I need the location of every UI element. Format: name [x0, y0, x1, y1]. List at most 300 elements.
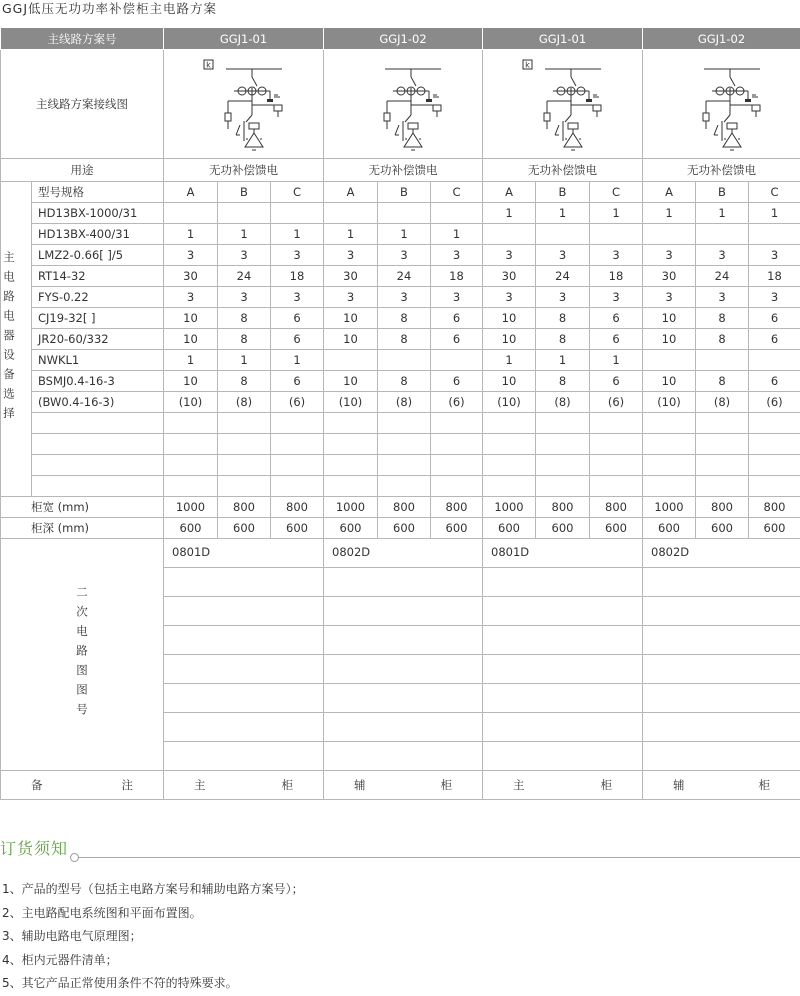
scheme-no-cell: GGJ1-01 — [164, 28, 324, 50]
equipment-qty-cell: (6) — [749, 392, 800, 413]
cabinet-depth-cell: 600 — [590, 518, 643, 539]
equipment-qty-cell: (8) — [696, 392, 749, 413]
equipment-qty-cell — [696, 476, 749, 497]
secondary-cell — [483, 655, 643, 684]
equipment-row — [1, 413, 800, 434]
equipment-section-text: 主电路电器设备选择 — [1, 251, 17, 427]
remark-cell-right: 柜 — [759, 777, 771, 793]
equipment-row — [1, 308, 800, 329]
equipment-qty-cell — [271, 455, 324, 476]
equipment-row — [1, 434, 800, 455]
equipment-qty-cell — [483, 224, 536, 245]
equipment-qty-cell: 8 — [696, 329, 749, 350]
diagram-row — [1, 50, 800, 159]
equipment-qty-cell — [378, 434, 431, 455]
usage-row — [1, 159, 800, 182]
cabinet-width-label: 柜宽 (mm) — [1, 497, 164, 518]
cabinet-width-cell: 800 — [378, 497, 431, 518]
equipment-qty-cell — [218, 413, 271, 434]
scheme-no-cell: GGJ1-01 — [483, 28, 643, 50]
equipment-qty-cell: 8 — [218, 371, 271, 392]
remark-cell-left: 辅 — [354, 777, 366, 793]
equipment-qty-cell: 3 — [643, 287, 696, 308]
equipment-qty-cell: 3 — [590, 245, 643, 266]
equipment-qty-cell — [324, 413, 378, 434]
secondary-cell: 0801D — [164, 539, 324, 568]
equipment-qty-cell: 24 — [378, 266, 431, 287]
remark-cell — [164, 771, 324, 800]
secondary-cell — [483, 597, 643, 626]
equipment-qty-cell: (8) — [378, 392, 431, 413]
secondary-cell — [483, 626, 643, 655]
equipment-row — [1, 287, 800, 308]
secondary-row — [1, 539, 800, 568]
remark-cell — [643, 771, 800, 800]
equipment-qty-cell: 1 — [218, 224, 271, 245]
equipment-qty-cell: 1 — [536, 350, 590, 371]
equipment-qty-cell: 8 — [696, 308, 749, 329]
equipment-qty-cell — [643, 413, 696, 434]
equipment-name: (BW0.4-16-3) — [32, 392, 164, 413]
secondary-cell: 0802D — [643, 539, 800, 568]
spec-header-cell: B — [696, 182, 749, 203]
equipment-qty-cell: 6 — [271, 308, 324, 329]
equipment-qty-cell — [483, 455, 536, 476]
equipment-qty-cell: 10 — [483, 371, 536, 392]
equipment-qty-cell — [324, 455, 378, 476]
equipment-row — [1, 224, 800, 245]
scheme-no-label: 主线路方案号 — [1, 28, 164, 50]
equipment-qty-cell: 30 — [324, 266, 378, 287]
equipment-qty-cell: 10 — [324, 329, 378, 350]
equipment-qty-cell — [749, 350, 800, 371]
equipment-qty-cell: 1 — [643, 203, 696, 224]
order-notes-list — [2, 878, 304, 996]
secondary-cell — [643, 684, 800, 713]
order-note-item: 1、产品的型号（包括主电路方案号和辅助电路方案号）； — [2, 878, 304, 902]
equipment-qty-cell — [271, 476, 324, 497]
equipment-qty-cell: 1 — [749, 203, 800, 224]
equipment-section-label — [1, 182, 32, 497]
equipment-qty-cell: (10) — [643, 392, 696, 413]
secondary-cell — [164, 597, 324, 626]
equipment-qty-cell: 3 — [590, 287, 643, 308]
remark-cell-right: 柜 — [441, 777, 453, 793]
equipment-qty-cell: 3 — [643, 245, 696, 266]
secondary-cell: 0802D — [324, 539, 483, 568]
equipment-qty-cell: 18 — [431, 266, 483, 287]
equipment-qty-cell: 6 — [271, 329, 324, 350]
equipment-qty-cell: (8) — [536, 392, 590, 413]
cabinet-depth-cell: 600 — [696, 518, 749, 539]
equipment-qty-cell: 8 — [536, 371, 590, 392]
svg-text:k: k — [206, 61, 211, 70]
equipment-qty-cell — [164, 203, 218, 224]
usage-cell: 无功补偿馈电 — [164, 159, 324, 182]
equipment-qty-cell — [483, 476, 536, 497]
cabinet-width-cell: 1000 — [483, 497, 536, 518]
equipment-qty-cell — [536, 434, 590, 455]
equipment-name — [32, 476, 164, 497]
equipment-qty-cell: 10 — [324, 371, 378, 392]
equipment-qty-cell: 6 — [749, 308, 800, 329]
spec-header-cell: A — [483, 182, 536, 203]
equipment-row — [1, 203, 800, 224]
equipment-qty-cell: 6 — [431, 308, 483, 329]
remark-label-right: 注 — [122, 777, 134, 793]
equipment-qty-cell — [164, 413, 218, 434]
equipment-qty-cell — [324, 350, 378, 371]
equipment-qty-cell: 10 — [164, 308, 218, 329]
equipment-qty-cell — [218, 476, 271, 497]
equipment-qty-cell: 1 — [324, 224, 378, 245]
equipment-qty-cell: 3 — [483, 287, 536, 308]
equipment-qty-cell — [378, 476, 431, 497]
equipment-name — [32, 455, 164, 476]
secondary-cell — [483, 684, 643, 713]
equipment-qty-cell — [218, 455, 271, 476]
equipment-qty-cell — [271, 413, 324, 434]
equipment-qty-cell: 6 — [431, 371, 483, 392]
equipment-qty-cell — [643, 476, 696, 497]
equipment-qty-cell: 10 — [324, 308, 378, 329]
equipment-qty-cell: 30 — [643, 266, 696, 287]
equipment-qty-cell: 3 — [536, 245, 590, 266]
equipment-qty-cell: 30 — [164, 266, 218, 287]
secondary-cell — [324, 684, 483, 713]
equipment-qty-cell: 8 — [696, 371, 749, 392]
equipment-qty-cell — [378, 413, 431, 434]
order-note-item: 2、主电路配电系统图和平面布置图。 — [2, 902, 304, 926]
equipment-qty-cell: 18 — [590, 266, 643, 287]
secondary-label-text: 二次电路图图号 — [74, 586, 90, 723]
equipment-qty-cell: 3 — [164, 245, 218, 266]
order-notes-header — [0, 836, 800, 862]
cabinet-depth-cell: 600 — [218, 518, 271, 539]
cabinet-width-row — [1, 497, 800, 518]
equipment-qty-cell — [431, 203, 483, 224]
equipment-qty-cell: 6 — [749, 371, 800, 392]
equipment-qty-cell — [536, 224, 590, 245]
equipment-qty-cell: 8 — [378, 308, 431, 329]
secondary-cell — [164, 713, 324, 742]
equipment-qty-cell: 10 — [483, 329, 536, 350]
equipment-qty-cell: 1 — [483, 350, 536, 371]
equipment-qty-cell: 1 — [590, 350, 643, 371]
equipment-row — [1, 266, 800, 287]
equipment-qty-cell — [378, 203, 431, 224]
equipment-qty-cell: 6 — [590, 371, 643, 392]
equipment-qty-cell: 3 — [324, 245, 378, 266]
equipment-qty-cell: 8 — [536, 308, 590, 329]
equipment-qty-cell: 8 — [218, 329, 271, 350]
cabinet-depth-cell: 600 — [431, 518, 483, 539]
secondary-cell — [643, 597, 800, 626]
spec-header-cell: C — [749, 182, 800, 203]
secondary-cell — [324, 626, 483, 655]
spec-header-cell: A — [324, 182, 378, 203]
equipment-qty-cell: 1 — [164, 350, 218, 371]
equipment-qty-cell — [378, 455, 431, 476]
cabinet-width-cell: 800 — [431, 497, 483, 518]
equipment-qty-cell — [749, 476, 800, 497]
equipment-qty-cell: 6 — [271, 371, 324, 392]
equipment-qty-cell — [324, 434, 378, 455]
equipment-qty-cell — [749, 224, 800, 245]
wiring-schematic-icon — [194, 55, 294, 153]
secondary-cell — [643, 742, 800, 771]
secondary-cell — [643, 713, 800, 742]
equipment-qty-cell — [749, 455, 800, 476]
cabinet-depth-cell: 600 — [164, 518, 218, 539]
cabinet-depth-row — [1, 518, 800, 539]
order-note-item: 5、其它产品正常使用条件不符的特殊要求。 — [2, 972, 304, 996]
equipment-row — [1, 476, 800, 497]
equipment-qty-cell: 10 — [164, 371, 218, 392]
secondary-cell — [643, 655, 800, 684]
divider-dot — [70, 853, 79, 862]
equipment-qty-cell: 1 — [164, 224, 218, 245]
equipment-qty-cell: (6) — [590, 392, 643, 413]
equipment-row — [1, 350, 800, 371]
equipment-qty-cell: 1 — [483, 203, 536, 224]
equipment-qty-cell: 3 — [536, 287, 590, 308]
equipment-name: BSMJ0.4-16-3 — [32, 371, 164, 392]
equipment-qty-cell — [324, 203, 378, 224]
equipment-qty-cell: 6 — [590, 308, 643, 329]
equipment-qty-cell — [378, 350, 431, 371]
equipment-qty-cell: 10 — [483, 308, 536, 329]
equipment-qty-cell: 3 — [696, 245, 749, 266]
equipment-qty-cell — [218, 434, 271, 455]
cabinet-width-cell: 800 — [696, 497, 749, 518]
secondary-cell — [324, 568, 483, 597]
equipment-qty-cell — [590, 224, 643, 245]
equipment-qty-cell — [431, 350, 483, 371]
equipment-qty-cell: (8) — [218, 392, 271, 413]
equipment-qty-cell: 3 — [483, 245, 536, 266]
secondary-cell — [483, 713, 643, 742]
equipment-name: NWKL1 — [32, 350, 164, 371]
equipment-qty-cell: 1 — [271, 224, 324, 245]
spec-header-cell: A — [643, 182, 696, 203]
cabinet-width-cell: 800 — [218, 497, 271, 518]
diagram-cell — [483, 50, 643, 159]
equipment-qty-cell — [590, 455, 643, 476]
remark-cell-left: 主 — [513, 777, 525, 793]
remark-cell — [483, 771, 643, 800]
cabinet-depth-cell: 600 — [324, 518, 378, 539]
cabinet-width-cell: 800 — [271, 497, 324, 518]
wiring-schematic-icon — [513, 55, 613, 153]
equipment-qty-cell: 10 — [643, 308, 696, 329]
equipment-qty-cell: 8 — [378, 371, 431, 392]
equipment-name — [32, 434, 164, 455]
usage-cell: 无功补偿馈电 — [324, 159, 483, 182]
equipment-qty-cell: 1 — [378, 224, 431, 245]
equipment-qty-cell: 1 — [536, 203, 590, 224]
equipment-qty-cell — [696, 224, 749, 245]
equipment-qty-cell: 6 — [590, 329, 643, 350]
equipment-qty-cell — [271, 203, 324, 224]
equipment-qty-cell — [643, 434, 696, 455]
spec-header-cell: B — [536, 182, 590, 203]
diagram-cell — [164, 50, 324, 159]
remark-cell-right: 柜 — [601, 777, 613, 793]
equipment-qty-cell: (10) — [483, 392, 536, 413]
scheme-no-cell: GGJ1-02 — [643, 28, 800, 50]
spec-header-cell: C — [431, 182, 483, 203]
secondary-cell — [324, 597, 483, 626]
equipment-qty-cell: 10 — [643, 329, 696, 350]
equipment-qty-cell — [536, 413, 590, 434]
remark-row — [1, 771, 800, 800]
equipment-qty-cell: 3 — [431, 287, 483, 308]
spec-header-label: 型号规格 — [32, 182, 164, 203]
equipment-qty-cell: 30 — [483, 266, 536, 287]
equipment-qty-cell — [536, 476, 590, 497]
diagram-label: 主线路方案接线图 — [1, 50, 164, 159]
scheme-table — [0, 27, 800, 800]
equipment-qty-cell — [696, 434, 749, 455]
equipment-qty-cell — [696, 413, 749, 434]
equipment-qty-cell: 10 — [643, 371, 696, 392]
equipment-qty-cell: 24 — [696, 266, 749, 287]
divider-line — [74, 857, 800, 858]
equipment-row — [1, 392, 800, 413]
cabinet-depth-cell: 600 — [271, 518, 324, 539]
equipment-qty-cell: 8 — [378, 329, 431, 350]
equipment-qty-cell — [590, 434, 643, 455]
secondary-cell — [324, 713, 483, 742]
spec-header-cell: C — [590, 182, 643, 203]
equipment-qty-cell — [643, 455, 696, 476]
equipment-qty-cell: 3 — [271, 287, 324, 308]
equipment-qty-cell: 3 — [164, 287, 218, 308]
equipment-qty-cell: 3 — [218, 287, 271, 308]
equipment-qty-cell — [696, 350, 749, 371]
equipment-row — [1, 329, 800, 350]
equipment-qty-cell: (6) — [271, 392, 324, 413]
equipment-name: LMZ2-0.66[ ]/5 — [32, 245, 164, 266]
equipment-qty-cell — [590, 413, 643, 434]
equipment-qty-cell: 3 — [431, 245, 483, 266]
spec-header-cell: B — [378, 182, 431, 203]
equipment-qty-cell — [749, 434, 800, 455]
equipment-qty-cell — [483, 413, 536, 434]
equipment-qty-cell — [218, 203, 271, 224]
equipment-qty-cell: 6 — [749, 329, 800, 350]
remark-label-left: 备 — [31, 777, 43, 793]
cabinet-width-cell: 800 — [536, 497, 590, 518]
equipment-qty-cell — [164, 476, 218, 497]
equipment-qty-cell: 3 — [378, 245, 431, 266]
secondary-cell — [483, 742, 643, 771]
equipment-qty-cell — [749, 413, 800, 434]
equipment-qty-cell: 18 — [271, 266, 324, 287]
cabinet-depth-cell: 600 — [378, 518, 431, 539]
equipment-qty-cell — [431, 476, 483, 497]
equipment-qty-cell — [271, 434, 324, 455]
equipment-name: JR20-60/332 — [32, 329, 164, 350]
equipment-qty-cell: (6) — [431, 392, 483, 413]
equipment-qty-cell: 3 — [218, 245, 271, 266]
spec-header-cell: B — [218, 182, 271, 203]
equipment-name: HD13BX-1000/31 — [32, 203, 164, 224]
order-note-item: 4、柜内元器件清单； — [2, 949, 304, 973]
header-row — [1, 28, 800, 50]
equipment-qty-cell: 1 — [431, 224, 483, 245]
equipment-name: HD13BX-400/31 — [32, 224, 164, 245]
equipment-qty-cell: 3 — [271, 245, 324, 266]
equipment-qty-cell: 1 — [696, 203, 749, 224]
equipment-qty-cell: 24 — [536, 266, 590, 287]
equipment-qty-cell: 6 — [431, 329, 483, 350]
usage-cell: 无功补偿馈电 — [643, 159, 800, 182]
wiring-schematic-icon — [672, 55, 772, 153]
secondary-cell — [483, 568, 643, 597]
equipment-qty-cell — [164, 434, 218, 455]
equipment-qty-cell — [431, 455, 483, 476]
equipment-qty-cell — [643, 224, 696, 245]
svg-text:k: k — [525, 61, 530, 70]
equipment-qty-cell: 8 — [536, 329, 590, 350]
equipment-qty-cell: 3 — [749, 287, 800, 308]
secondary-cell — [164, 568, 324, 597]
equipment-name — [32, 413, 164, 434]
secondary-cell — [164, 626, 324, 655]
cabinet-depth-cell: 600 — [749, 518, 800, 539]
equipment-qty-cell: 18 — [749, 266, 800, 287]
spec-header-cell: C — [271, 182, 324, 203]
remark-label — [1, 771, 164, 800]
equipment-qty-cell — [483, 434, 536, 455]
equipment-qty-cell: 1 — [218, 350, 271, 371]
equipment-qty-cell — [590, 476, 643, 497]
equipment-qty-cell — [431, 413, 483, 434]
wiring-schematic-icon — [353, 55, 453, 153]
cabinet-width-cell: 800 — [749, 497, 800, 518]
equipment-row — [1, 455, 800, 476]
equipment-qty-cell: 1 — [271, 350, 324, 371]
equipment-name: RT14-32 — [32, 266, 164, 287]
equipment-qty-cell: 24 — [218, 266, 271, 287]
remark-cell — [324, 771, 483, 800]
secondary-cell — [643, 626, 800, 655]
cabinet-width-cell: 1000 — [324, 497, 378, 518]
equipment-row — [1, 245, 800, 266]
secondary-label — [1, 539, 164, 771]
cabinet-width-cell: 1000 — [164, 497, 218, 518]
spec-header-cell: A — [164, 182, 218, 203]
equipment-qty-cell: 3 — [324, 287, 378, 308]
remark-cell-left: 主 — [194, 777, 206, 793]
equipment-qty-cell: 8 — [218, 308, 271, 329]
remark-cell-left: 辅 — [673, 777, 685, 793]
secondary-cell — [164, 684, 324, 713]
page-title: GGJ低压无功功率补偿柜主电路方案 — [2, 0, 217, 20]
equipment-qty-cell: 3 — [378, 287, 431, 308]
diagram-cell — [643, 50, 800, 159]
usage-label: 用途 — [1, 159, 164, 182]
cabinet-width-cell: 1000 — [643, 497, 696, 518]
cabinet-depth-cell: 600 — [643, 518, 696, 539]
equipment-qty-cell: 1 — [590, 203, 643, 224]
scheme-no-cell: GGJ1-02 — [324, 28, 483, 50]
equipment-qty-cell — [164, 455, 218, 476]
equipment-name: CJ19-32[ ] — [32, 308, 164, 329]
equipment-qty-cell — [324, 476, 378, 497]
